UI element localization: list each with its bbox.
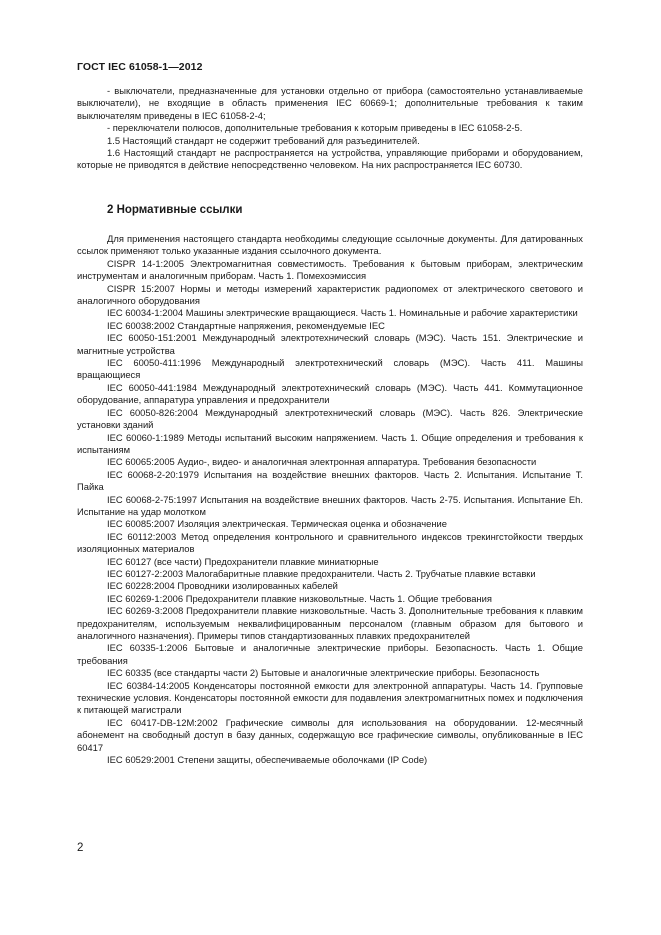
reference-item: CISPR 14-1:2005 Электромагнитная совместимость. Требования к бытовым приборам, электрическим инструментам и аналогичным приборам. Часть 1. Помехоэмиссия: [77, 257, 583, 282]
reference-item: IEC 60068-2-20:1979 Испытания на воздействие внешних факторов. Часть 2. Испытания. Испытание Т. Пайка: [77, 468, 583, 493]
paragraph: - выключатели, предназначенные для установки отдельно от прибора (самостоятельно устанавливаемые выключатели), не входящие в область применения IEC 60669-1; дополнительные требования к таким выключателям приведены в IEC 61058-2-4;: [77, 85, 583, 121]
reference-item: CISPR 15:2007 Нормы и методы измерений характеристик радиопомех от электрического светового и аналогичного оборудования: [77, 282, 583, 307]
reference-item: IEC 60335 (все стандарты части 2) Бытовые и аналогичные электрические приборы. Безопасность: [107, 667, 540, 679]
reference-item: IEC 60384-14:2005 Конденсаторы постоянной емкости для электронной аппаратуры. Часть 14. Групповые технические условия. Конденсаторы постоянной емкости для подавления электромагнитных помех и подключения к питающей магистрали: [77, 679, 583, 716]
reference-item: IEC 60127-2:2003 Малогабаритные плавкие предохранители. Часть 2. Трубчатые плавкие вставки: [107, 567, 536, 579]
intro-block: [77, 85, 583, 172]
paragraph: 1.5 Настоящий стандарт не содержит требований для разъединителей.: [107, 134, 420, 146]
reference-item: IEC 60050-441:1984 Международный электротехнический словарь (МЭС). Часть 441. Коммутационное оборудование, аппаратура управления и предохранители: [77, 381, 583, 406]
reference-item: IEC 60060-1:1989 Методы испытаний высоким напряжением. Часть 1. Общие определения и требования к испытаниям: [77, 431, 583, 455]
reference-item: IEC 60050-151:2001 Международный электротехнический словарь (МЭС). Часть 151. Электрические и магнитные устройства: [77, 332, 583, 356]
reference-item: IEC 60050-411:1996 Международный электротехнический словарь (МЭС). Часть 411. Машины вращающиеся: [77, 357, 583, 381]
document-header: ГОСТ IEC 61058-1—2012: [77, 61, 203, 73]
references-list: [77, 233, 583, 766]
section-title: 2 Нормативные ссылки: [107, 204, 243, 216]
reference-item: IEC 60050-826:2004 Международный электротехнический словарь (МЭС). Часть 826. Электрические установки зданий: [77, 406, 583, 431]
reference-item: IEC 60228:2004 Проводники изолированных кабелей: [107, 580, 338, 592]
reference-item: IEC 60335-1:2006 Бытовые и аналогичные электрические приборы. Безопасность. Часть 1. Общие требования: [77, 642, 583, 666]
reference-item: IEC 60085:2007 Изоляция электрическая. Термическая оценка и обозначение: [107, 518, 447, 530]
reference-item: IEC 60034-1:2004 Машины электрические вращающиеся. Часть 1. Номинальные и рабочие характеристики: [107, 307, 578, 319]
reference-item: IEC 60417-DB-12M:2002 Графические символы для использования на оборудовании. 12-месячный абонемент на свободный доступ в базу данных, содержащую все графические символы, опубликованные в IEC 60417: [77, 716, 583, 753]
reference-item: IEC 60529:2001 Степени защиты, обеспечиваемые оболочками (IP Code): [107, 754, 428, 766]
paragraph: - переключатели полюсов, дополнительные требования к которым приведены в IEC 61058-2-5.: [107, 122, 523, 134]
reference-item: IEC 60112:2003 Метод определения контрольного и сравнительного индексов трекингстойкости твердых изоляционных материалов: [77, 530, 583, 555]
reference-item: IEC 60065:2005 Аудио-, видео- и аналогичная электронная аппаратура. Требования безопасности: [107, 456, 537, 468]
reference-item: IEC 60269-3:2008 Предохранители плавкие низковольтные. Часть 3. Дополнительные требования к плавким предохранителям, используемым неквалифицированным персоналом (главным образом для бытового и аналогичного назначения). Примеры типов стандартизованных плавких предохранителей: [77, 605, 583, 641]
reference-item: IEC 60269-1:2006 Предохранители плавкие низковольтные. Часть 1. Общие требования: [107, 592, 492, 604]
reference-item: IEC 60038:2002 Стандартные напряжения, рекомендуемые IEC: [107, 319, 385, 331]
reference-item: Для применения настоящего стандарта необходимы следующие ссылочные документы. Для датированных ссылок применяют только указанные издания ссылочного документа.: [77, 233, 583, 257]
page-number: 2: [77, 842, 84, 854]
reference-item: IEC 60127 (все части) Предохранители плавкие миниатюрные: [107, 555, 379, 567]
reference-item: IEC 60068-2-75:1997 Испытания на воздействие внешних факторов. Часть 2-75. Испытания. Испытание Eh. Испытание на удар молотком: [77, 493, 583, 517]
paragraph: 1.6 Настоящий стандарт не распространяется на устройства, управляющие приборами и оборудованием, которые не приводятся в действие непосредственно человеком. На них распространяется IEC 60730.: [77, 147, 583, 171]
